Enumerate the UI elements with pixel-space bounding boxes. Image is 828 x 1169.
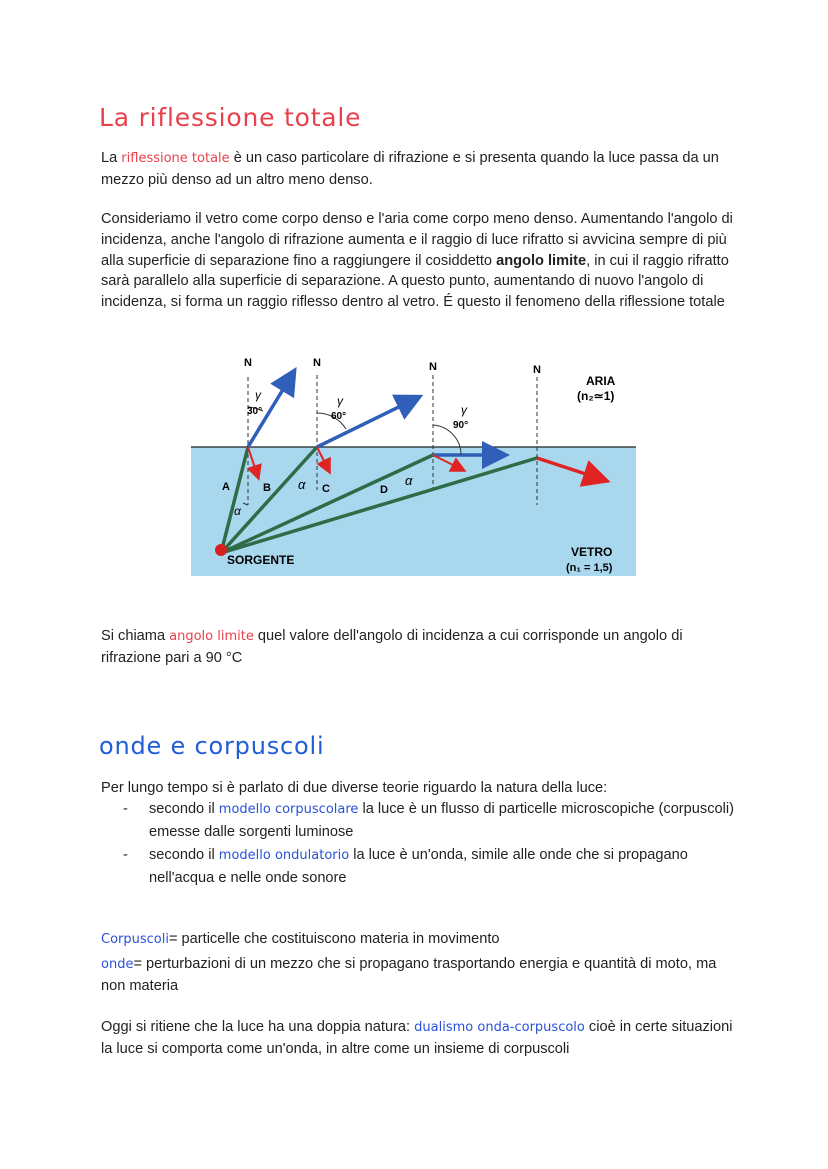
section-title-onde: onde e corpuscoli bbox=[99, 732, 325, 760]
list-item bbox=[101, 844, 741, 889]
alpha-symbol: α bbox=[405, 473, 413, 488]
gamma-symbol: γ bbox=[337, 394, 343, 408]
refraction-diagram bbox=[191, 355, 636, 576]
bold-term: angolo limite bbox=[496, 252, 587, 269]
paragraph-intro bbox=[101, 148, 741, 191]
text-run: La bbox=[101, 150, 122, 166]
section-title-riflessione: La riflessione totale bbox=[99, 103, 362, 132]
source-label: SORGENTE bbox=[227, 553, 295, 567]
air-label: ARIA bbox=[586, 374, 616, 388]
text-run: cioè in certe situazioni la luce si comporta come un'onda, in altre come un insieme di corpuscoli bbox=[101, 1019, 733, 1057]
text-run: la luce è un flusso di particelle microscopiche (corpuscoli) emesse dalle sorgenti luminose bbox=[149, 801, 734, 840]
list-item bbox=[101, 798, 741, 843]
glass-index: (n₁ = 1,5) bbox=[566, 562, 613, 574]
normal-label: N bbox=[244, 357, 252, 369]
ray-label-c: C bbox=[322, 483, 330, 495]
highlight-term: dualismo onda-corpuscolo bbox=[414, 1020, 585, 1035]
alpha-symbol: α bbox=[234, 504, 241, 518]
text-run: Consideriamo il vetro come corpo denso e l'aria come corpo meno denso. Aumentando l'angolo di incidenza, anche l'angolo di rifrazione aumenta e il raggio di luce rifratto si avvicina sempre di più alla superficie di separazione fino a raggiungere il cosiddetto bbox=[101, 211, 733, 269]
ray-label-a: A bbox=[222, 481, 230, 493]
highlight-term: modello ondulatorio bbox=[218, 848, 350, 863]
gamma-symbol: γ bbox=[461, 403, 467, 417]
theories-list bbox=[101, 798, 741, 890]
angle-label: 60° bbox=[331, 411, 347, 422]
definition-corpuscoli bbox=[101, 929, 741, 951]
definition-onde bbox=[101, 954, 741, 997]
text-run: è un caso particolare di rifrazione e si presenta quando la luce passa da un mezzo più denso ad un altro meno denso. bbox=[101, 150, 719, 188]
glass-label: VETRO bbox=[571, 545, 613, 559]
normal-label: N bbox=[313, 357, 321, 369]
text-run: secondo il bbox=[149, 801, 219, 817]
normal-label: N bbox=[429, 361, 437, 373]
highlight-term: angolo limite bbox=[169, 629, 254, 644]
alpha-symbol: α bbox=[298, 477, 306, 492]
light-source bbox=[215, 544, 227, 556]
gamma-symbol: γ bbox=[255, 388, 261, 402]
ray-label-b: B bbox=[263, 482, 271, 494]
text-run: Si chiama bbox=[101, 628, 170, 644]
definition-term: onde bbox=[101, 957, 134, 972]
normal-label: N bbox=[533, 364, 541, 376]
ray-label-d: D bbox=[380, 484, 388, 496]
paragraph-dualismo bbox=[101, 1017, 741, 1060]
text-run: Oggi si ritiene che la luce ha una doppia natura: bbox=[101, 1019, 415, 1035]
air-index: (n₂≃1) bbox=[577, 389, 615, 403]
text-run: la luce è un'onda, simile alle onde che si propagano nell'acqua e nelle onde sonore bbox=[149, 847, 688, 886]
paragraph-angolo-limite bbox=[101, 626, 741, 669]
definition-term: Corpuscoli bbox=[101, 932, 169, 947]
paragraph-explanation bbox=[101, 209, 741, 313]
text-run: = particelle che costituiscono materia in movimento bbox=[168, 931, 500, 947]
text-run: quel valore dell'angolo di incidenza a cui corrisponde un angolo di rifrazione pari a 90 °C bbox=[101, 628, 683, 666]
text-run: secondo il bbox=[149, 847, 219, 863]
highlight-term: modello corpuscolare bbox=[218, 802, 359, 817]
highlight-term: riflessione totale bbox=[121, 151, 230, 166]
text-run: , in cui il raggio rifratto sarà parallelo alla superficie di separazione. A questo punto, aumentando di nuovo l'angolo di incidenza, si forma un raggio riflesso dentro al vetro. É questo il fenomeno della riflessione totale bbox=[101, 252, 729, 311]
list-dash: - bbox=[123, 847, 128, 863]
angle-label: 90° bbox=[453, 420, 469, 431]
text-run: = perturbazioni di un mezzo che si propagano trasportando energia e quantità di moto, ma non materia bbox=[101, 956, 717, 994]
list-dash: - bbox=[123, 801, 128, 817]
angle-label: 30° bbox=[247, 406, 263, 417]
paragraph-teorie: Per lungo tempo si è parlato di due diverse teorie riguardo la natura della luce: bbox=[101, 780, 608, 796]
